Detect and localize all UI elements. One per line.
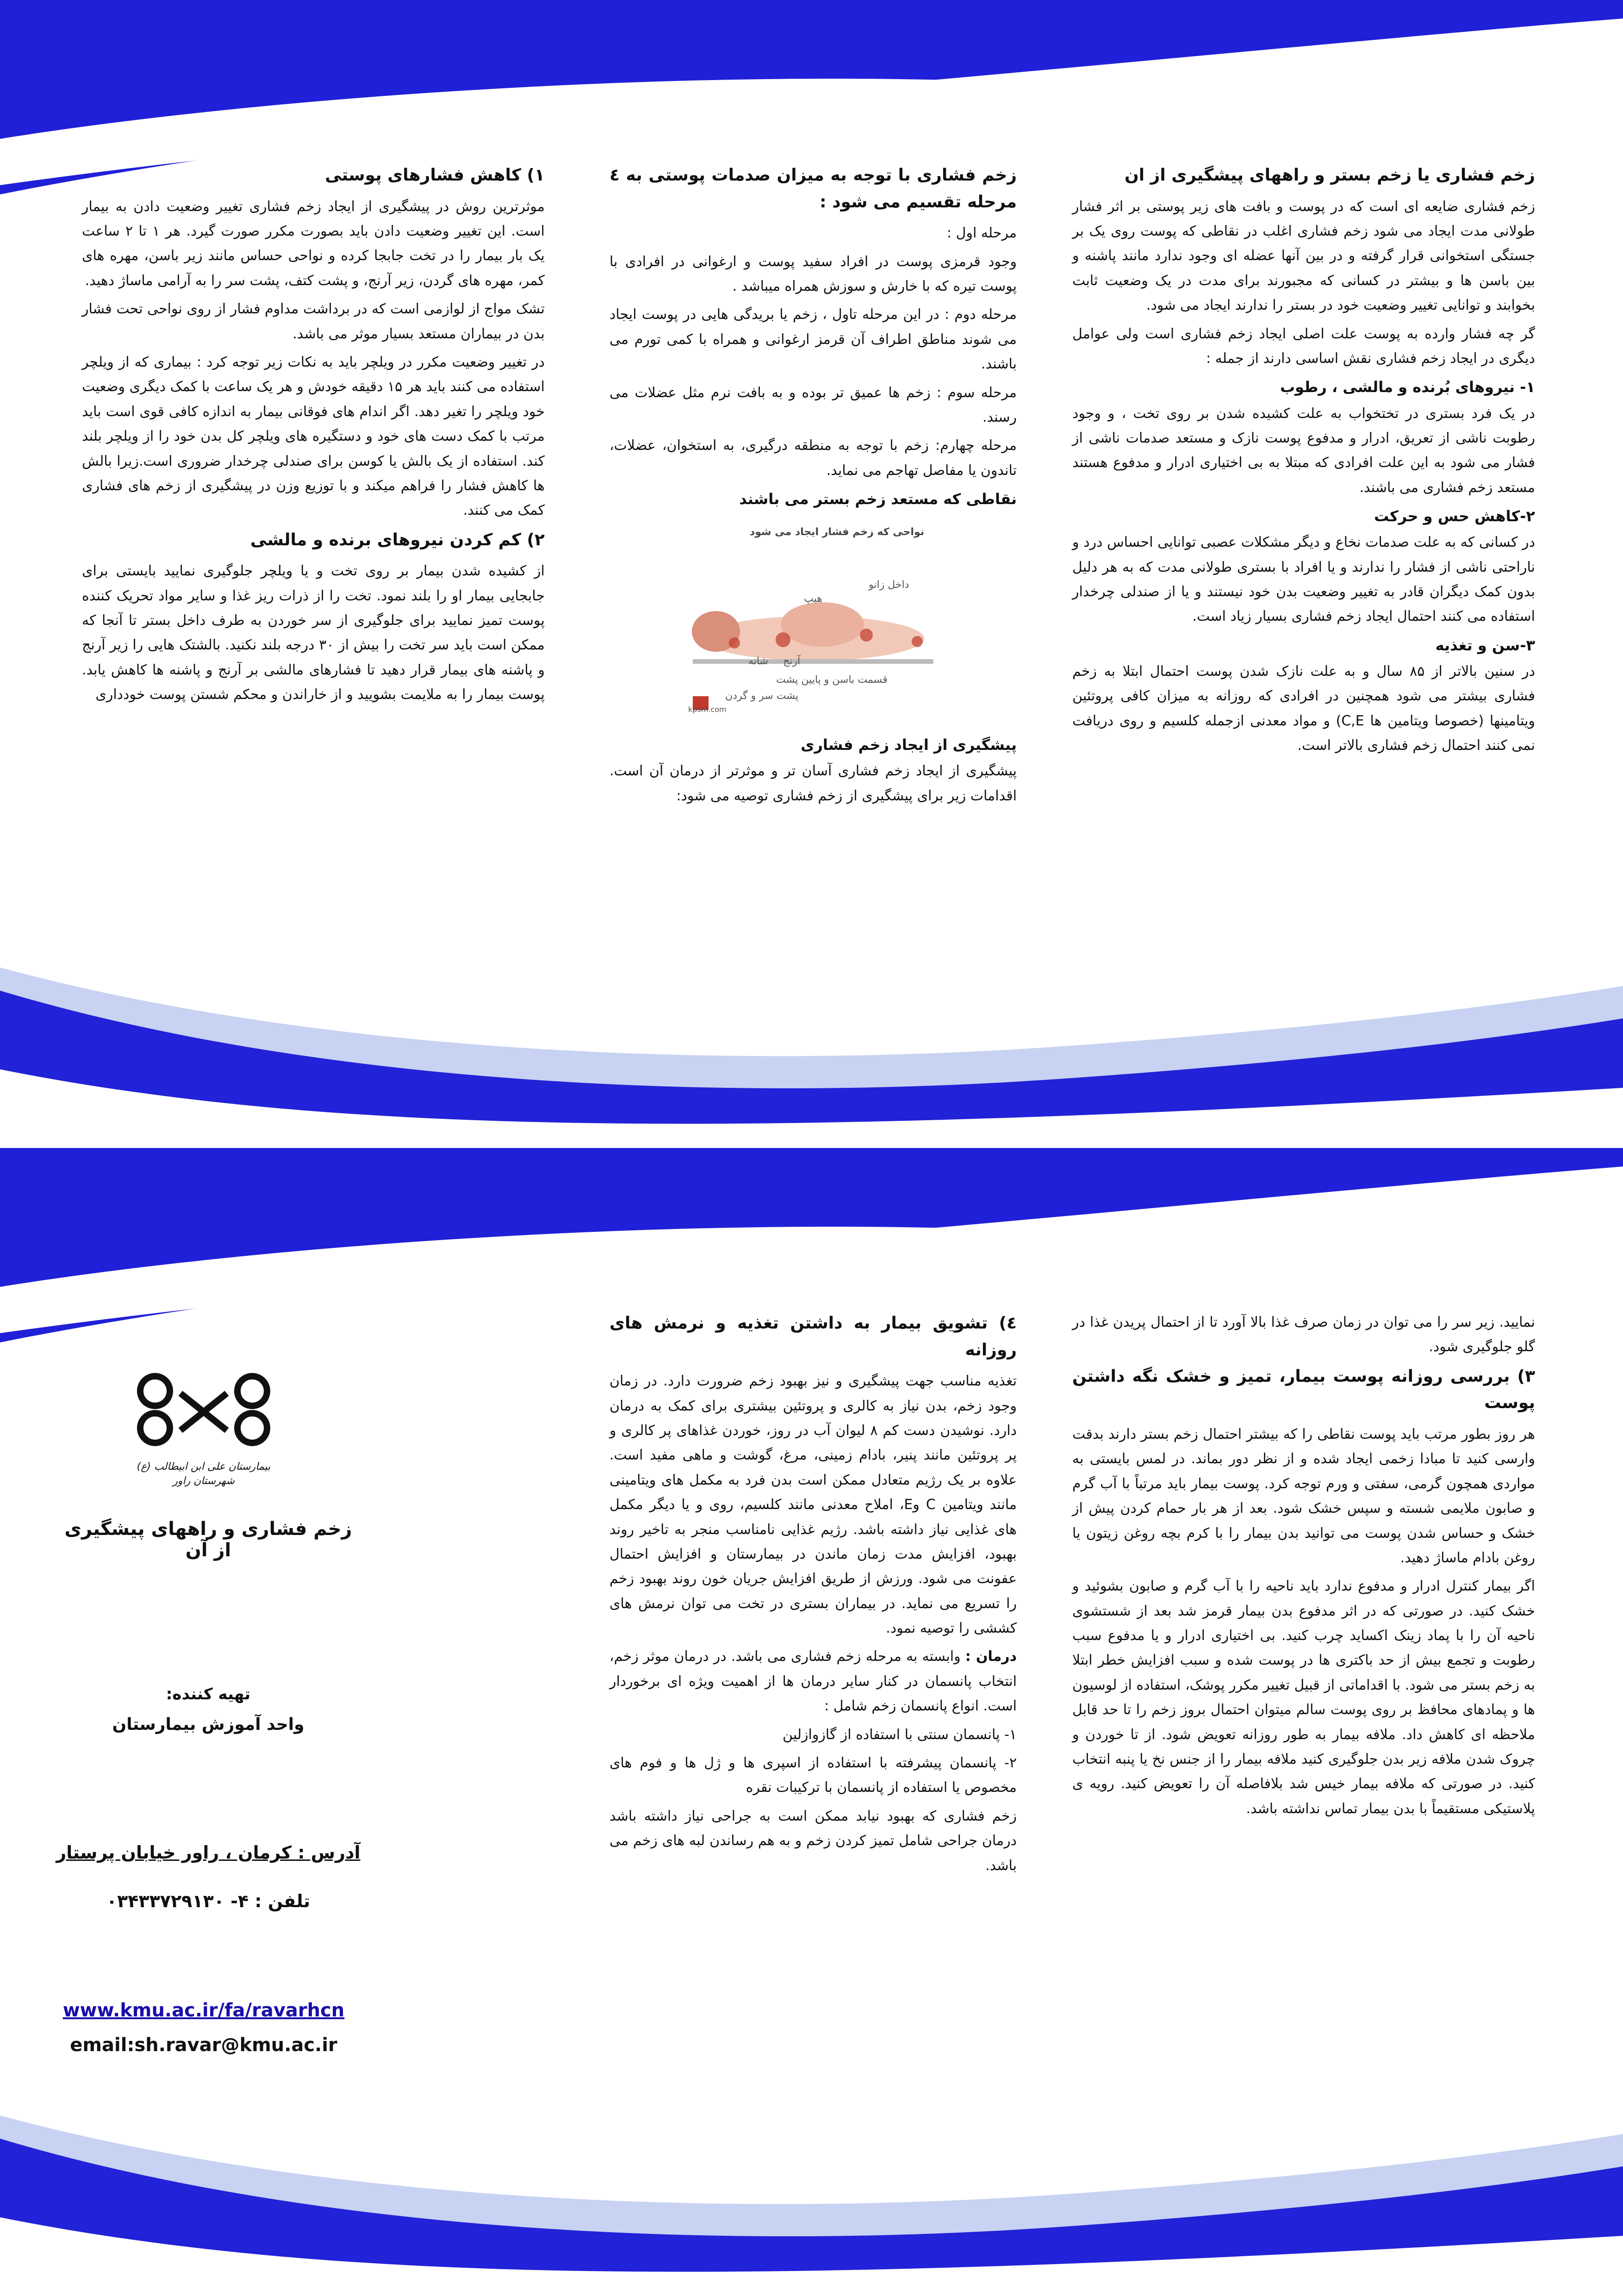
preparer-value: واحد آموزش بیمارستان [112, 1715, 305, 1734]
intro-paragraph-2: گر چه فشار وارده به پوست علت اصلی ایجاد زخم فشاری است ولی عوامل دیگری در ایجاد زخم فشاری نقش اساسی دارند از جمله : [1072, 325, 1535, 367]
brochure-page-inner [0, 1148, 1623, 2296]
logo-mark-icon [130, 1366, 278, 1458]
treatment-text: وابسته به مرحله زخم فشاری می باشد. در درمان موثر زخم، انتخاب پانسمان در کنار سایر درمان ها از اهمیت ویژه ای برخوردار است. انواع پانسمان زخم شامل : [609, 1648, 1017, 1715]
website-link[interactable]: www.kmu.ac.ir/fa/ravarhcn [62, 2000, 345, 2021]
incontinence-paragraph: اگر بیمار کنترل ادرار و مدفوع ندارد باید ناحیه را با آب گرم و صابون بشوئید و خشک کنید. در صورتی که در اثر مدفوع بدن بیمار قرمز شد بعد از شستشوی ناحیه آن را با پماد زینک اکساید چرب کنید. بی اختیاری ادرار و یا مدفوع سبب رطوبت و تجمع بیش از حد باکتری ها در پوست شده و سبب افزایش خطر ابتلا به زخم بستر می شود. با اقداماتی از قبیل تغییر مکرر پوشک، استفاده از لوسیون ها و پمادهای محافظ بر روی پوست سالم میتوان احتمال بروز زخم را تا حد قابل ملاحظه ای کاهش داد. ملافه بیمار به طور روزانه تعویض شود. از تا خوردن و چروک شدن ملافه زیر بدن جلوگیری کنید ملافه بیمار را از جنس نخ یا پنبه انتخاب کنید. در صورتی که ملافه بیمار خیس شد بلافاصله آن را تعویض کنید. رویه ی پلاستیکی مستقیماً با بدن بیمار تماس نداشته باشد. [1072, 1578, 1535, 1817]
skin-check-heading: ۳) بررسی روزانه پوست بیمار، تمیز و خشک نگه داشتن پوست [1072, 1366, 1535, 1413]
shear-forces-paragraph: از کشیده شدن بیمار بر روی تخت و یا ویلچر جلوگیری نمایید بایستی برای جابجایی بیمار او را بلند نمود. تخت را از ذرات ریز غذا و سایر مواد تحریک کننده پوست تمیز نمایید برای جلوگیری از سر خوردن به طرف داخل بستر تا آنجا که ممکن است باید سر تخت را بیش از ۳۰ درجه بلند نکنید. بالشتک هایی را زیر آرنج و پاشنه های بیمار قرار دهید تا فشارهای مالشی بر آرنج و پاشنه ها کاهش یابد. پوست بیمار را به ملایمت بشویید و از خاراندن و محکم شستن پوست خودداری [82, 563, 545, 703]
nutrition-heading: ٤) تشویق بیمار به داشتن تغذیه و نرمش های روزانه [609, 1314, 1017, 1360]
logo-caption: بیمارستان علی ابن ابیطالب (ع) شهرستان راور [137, 1461, 271, 1487]
reduce-pressure-paragraph: موثرترین روش در پیشگیری از ایجاد زخم فشاری تغییر وضعیت دادن به بیمار است. این تغییر وضعیت دادن باید بصورت مکرر صورت گیرد. هر ۱ تا ۲ ساعت یک بار بیمار را در تخت جابجا کرده و نواحی حساس مانند زیر باسن، مهره های کمر، مهره های گردن، زیر آرنج، و پشت کتف، پشت سر را به آرامی ماساژ دهید. [82, 198, 545, 289]
skin-check-paragraph: هر روز بطور مرتب باید پوست نقاطی را که بیشتر احتمال زخم بستر دارند بدقت وارسی کنید تا مبادا زخمی ایجاد شده و از نظر دور بماند. در لمس بایستی به مواردی همچون گرمی، سفتی و ورم توجه کرد. پوست بیمار باید مرتباً با آب گرم و صابون ملایمی شسته و سپس خشک شود. بعد از هر بار حمام کردن پیش از خشک و حساس شدن پوست می توانید بدن بیمار را با کرم بچه روغن زیتون یا روغن بادام ماساژ دهید. [1072, 1426, 1535, 1566]
figure-caption: نواحی که زخم فشار ایجاد می شود [749, 526, 924, 538]
treatment-label: درمان : [965, 1648, 1017, 1665]
email-text[interactable]: email:sh.ravar@kmu.ac.ir [70, 2034, 337, 2056]
column-nutrition-treatment [609, 1310, 1017, 1882]
stage-1-label: مرحله اول : [947, 225, 1017, 242]
prevention-heading: پیشگیری از ایجاد زخم فشاری [801, 736, 1017, 754]
figure-label-shoulder: شانه [748, 655, 769, 668]
nutrition-paragraph: تغذیه مناسب جهت پیشگیری و نیز بهبود زخم ضرورت دارد. در زمان وجود زخم، بدن نیاز به کالری و پروتئین بیشتری برای کمک به درمان دارد. نوشیدن دست کم ۸ لیوان آب در روز، خوردن غذاهای پر کالری و پر پروتئین مانند پنیر، بادام زمینی، مرغ، گوشت و ماهی مفید است. علاوه بر یک رژیم متعادل ممکن است بدن فرد به مکمل های ویتامینی مانند ویتامین C وE، املاح معدنی مانند کلسیم، روی و یا دیگر مکمل های غذایی نیاز داشته باشد. رژیم غذایی نامناسب منجر به تاخیر روند بهبود، افزایش مدت زمان ماندن در بیمارستان و افزایش احتمال عفونت می شود. ورزش از طریق افزایش جریان خون روند بهبود زخم را تسریع می نماید. در بیماران بستری در تخت می توان نرمش های کششی را توصیه نمود. [609, 1373, 1017, 1637]
figure-credit: kpsm.com [688, 705, 727, 714]
column-stages [609, 162, 1017, 812]
bottom-wave-decoration-2 [0, 2097, 1623, 2296]
dressing-item-1: ۱- پانسمان سنتی با استفاده از گازوازلین [782, 1726, 1017, 1743]
pressure-areas-figure [684, 520, 943, 715]
reduce-pressure-heading: ۱) کاهش فشارهای پوستی [325, 166, 545, 185]
intro-title: زخم فشاری یا زخم بستر و راههای پیشگیری از ان [1125, 166, 1535, 185]
treatment-paragraph [609, 1644, 1017, 1718]
figure-label-knee: داخل زانو [869, 579, 909, 591]
cover-title: زخم فشاری و راههای پیشگیری از آن [64, 1518, 352, 1561]
stage-2-text: مرحله دوم : در این مرحله تاول ، زخم یا بریدگی هایی در پوست ایجاد می شوند مناطق اطراف آن قرمز ارغوانی و همراه با کمی تورم می باشند. [609, 306, 1017, 373]
wheelchair-paragraph: در تغییر وضعیت مکرر در ویلچر باید به نکات زیر توجه کرد : بیماری که از ویلچر استفاده می کنند باید هر ۱۵ دقیقه خودش و هر یک ساعت با کمک دیگری وضعیت خود ویلچر را تغیر دهد. اگر اندام های فوقانی بیمار به اندازه کافی قوی است باید مرتب با کمک دست های خود و دستگیره های ویلچر کل بدن خود را از ویلچر بلند کند. استفاده از یک بالش یا کوسن برای صندلی چرخدار ضروری است.زیرا بالش ها کاهش فشار را فراهم میکند و با توزیع وزن در پیشگیری از زخم های فشاری کمک می کنند. [82, 354, 545, 519]
prevention-paragraph: پیشگیری از ایجاد زخم فشاری آسان تر و موثرتر از درمان آن است. اقدامات زیر برای پیشگیری از زخم فشاری توصیه می شود: [609, 763, 1017, 804]
air-mattress-paragraph: تشک مواج از لوازمی است که در برداشت مداوم فشار از روی نواحی تحت فشار بدن در بیماران مستعد بسیار موثر می باشد. [82, 301, 545, 342]
surgery-paragraph: زخم فشاری که بهبود نیابد ممکن است به جراحی نیاز داشته باشد درمان جراحی شامل تمیز کردن زخم و به هم رساندن لبه های زخم می باشد. [609, 1808, 1017, 1874]
hospital-logo [130, 1366, 278, 1486]
factor-paragraph-2: در کسانی که به علت صدمات نخاع و دیگر مشکلات عصبی توانایی احساس درد و ناراحتی ناشی از فشار را ندارند و یا افراد با بستری طولانی مدت که به هر دلیل بدون کمک دیگران قادر به تغییر وضعیت بدن خود نیستند و یا از صندلی چرخدار استفاده می کنند احتمال ایجاد زخم فشاری بسیار زیاد است. [1072, 534, 1535, 625]
phone-text: تلفن : ۴- ۰۳۴۳۳۷۲۹۱۳۰ [106, 1891, 311, 1911]
stage-3-text: مرحله سوم : زخم ها عمیق تر بوده و به بافت نرم مثل عضلات می رسند. [609, 384, 1017, 425]
column-skin-care [1072, 1310, 1535, 1825]
column-intro [1072, 162, 1535, 762]
figure-label-head: پشت سر و گردن [725, 690, 799, 702]
bottom-wave-decoration [0, 949, 1623, 1148]
continuation-paragraph: نمایید. زیر سر را می توان در زمان صرف غذا بالا آورد تا از احتمال پریدن غذا در گلو جلوگیری شود. [1072, 1314, 1535, 1355]
stage-4-text: مرحله چهارم: زخم با توجه به منطقه درگیری، به استخوان، عضلات، تاندون یا مفاصل تهاجم می نماید. [609, 437, 1017, 479]
intro-paragraph: زخم فشاری ضایعه ای است که در پوست و بافت های زیر پوستی بر اثر فشار طولانی مدت ایجاد می شود زخم فشاری اغلب در نقاطی که پوست روی یک بر جستگی استخوانی قرار گرفته و در بین آنها عضله ای وجود ندارد مانند پاشنه و بین باسن ها و بیشتر در کسانی که مجبورند برای مدت در یک وضعیت ثابت بخوابند و توانایی تغییر وضعیت خود در بستر را ندارند ایجاد می شود. [1072, 198, 1535, 314]
factor-heading-3: ۳-سن و تغذیه [1435, 636, 1535, 654]
preparer-label: تهیه کننده: [166, 1685, 251, 1703]
figure-label-buttocks: قسمت باسن و پایین پشت [776, 674, 888, 686]
dressing-item-2: ۲- پانسمان پیشرفته با استفاده از اسپری ها و ژل ها و فوم های مخصوص یا استفاده از پانسمان با ترکیبات نقره [609, 1755, 1017, 1796]
shear-forces-heading: ۲) کم کردن نیروهای برنده و مالشی [250, 530, 545, 549]
pressure-areas-heading: نقاطی که مستعد زخم بستر می باشند [739, 490, 1017, 508]
stages-title: زخم فشاری با توجه به میزان صدمات پوستی به ٤ مرحله تقسیم می شود : [609, 166, 1017, 212]
factor-heading-1: ۱- نیروهای بُرنده و مالشی ، رطوب [1280, 378, 1535, 396]
factor-heading-2: ۲-کاهش حس و حرکت [1374, 507, 1535, 525]
column-pressure-reduction [82, 162, 545, 711]
factor-paragraph-1: در یک فرد بستری در تختخواب به علت کشیده شدن بر روی تخت ، و وجود رطوبت ناشی از تعریق، ادرار و مدفوع پوست نازک و مستعد صدمات ناشی از فشار می شود به این علت افرادی که مبتلا به بی اختیاری ادرار و مدفوع هستند مستعد زخم فشاری می باشند. [1072, 405, 1535, 496]
stage-1-text: وجود قرمزی پوست در افراد سفید پوست و ارغوانی در افرادی با پوست تیره که با خارش و سوزش همراه میباشد . [609, 253, 1017, 294]
figure-label-hip: هیپ [804, 593, 822, 605]
address-text: آدرس : کرمان ، راور خیابان پرستار [56, 1842, 361, 1863]
factor-paragraph-3: در سنین بالاتر از ۸۵ سال و به علت نازک شدن پوست احتمال ابتلا به زخم فشاری بیشتر می شود همچنین در افرادی که روزانه به میزان کافی پروتئین ویتامینها (خصوصا ویتامین ها C,E) و مواد معدنی ازجمله کلسیم و روی دریافت نمی کنند احتمال زخم فشاری بالاتر است. [1072, 663, 1535, 754]
figure-label-elbow: آرنج [783, 655, 801, 668]
